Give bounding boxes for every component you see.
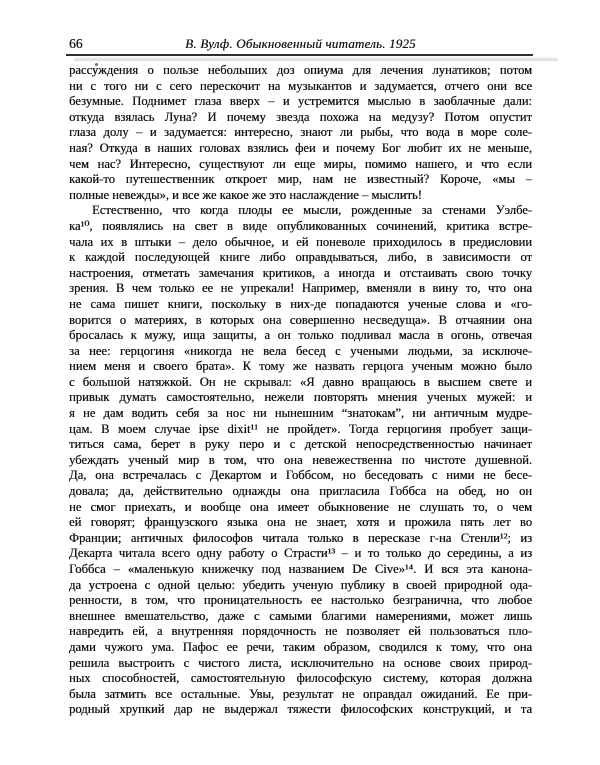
- text-line: нием меня и своего брата». К тому же назвать герцога ученым можно было: [69, 359, 532, 374]
- text-line: была затмить все остальные. Увы, результат не оправдал ожиданий. Ее при-: [69, 686, 532, 701]
- text-line: чала их в штыки – дело обычное, и ей поневоле приходилось в предисловии: [69, 234, 532, 249]
- text-line: зрения. В чем только ее не упрекали! Например, вменяли в вину то, что она: [69, 281, 532, 296]
- text-line: довала; да, действительно однажды она пригласила Гоббса на обед, но он: [69, 484, 532, 499]
- text-line: рассуждения о пользе небольших доз опиума для лечения лунатиков; потом: [69, 63, 532, 77]
- text-line: глаза долу – и задумается: интересно, знают ли рыбы, что вода в море соле-: [69, 125, 532, 140]
- text-line: ей говорят; французского языка она не знает, хотя и прожила пять лет во: [69, 515, 532, 530]
- text-line: не сама пишет книги, поскольку в них-де попадаются ученые слова и «го-: [69, 296, 532, 311]
- header-rule-scan-ghost: [74, 58, 558, 61]
- text-line: да устроена с одной целью: убедить ученую публику в своей природной ода-: [69, 577, 532, 592]
- text-line: чем нас? Интересно, существуют ли еще миры, помимо нашего, и что если: [69, 156, 532, 171]
- text-line: убеждать ученый мир в том, что она невежественна по чистоте душевной.: [69, 452, 532, 467]
- text-line: навредить ей, а внутренняя порядочность не позволяет ей пользоваться пло-: [69, 624, 532, 639]
- text-line: безумные. Поднимет глаза вверх – и устремится мыслью в заоблачные дали:: [69, 94, 532, 109]
- text-line: полные невежды», и все же какое же это наслаждение – мыслить!: [69, 187, 422, 202]
- text-line: Да, она встречалась с Декартом и Гоббсом, но беседовать с ними не бесе-: [69, 468, 532, 483]
- header-rule: [66, 54, 533, 56]
- text-line: Естественно, что когда плоды ее мысли, рожденные за стенами Уэлбе-: [92, 203, 532, 218]
- text-line: Франции; античных философов читала только в пересказе г-на Стенли¹²; из: [69, 530, 532, 545]
- text-line: ни с того ни с сего перескочит на музыкантов и задумается, отчего они все: [69, 78, 532, 93]
- text-line: я не дам водить себя за нос ни нынешним “знатокам”, ни античным мудре-: [69, 406, 532, 421]
- text-line: дами чужого ума. Пафос ее речи, таким образом, сводился к тому, что она: [69, 639, 532, 654]
- text-line: внешнее вмешательство, даже с самыми благими намерениями, может лишь: [69, 608, 532, 623]
- text-line: привык думать самостоятельно, нежели повторять мнения ученых мужей: и: [69, 390, 532, 405]
- page-number: 66: [69, 36, 83, 51]
- text-line: не смог приехать, и вообще она имеет обыкновение не слушать то, о чем: [69, 499, 532, 514]
- text-line: ворится о материях, в которых она совершенно несведуща». В отчаянии она: [69, 312, 532, 327]
- text-line: цам. В моем случае ipse dixit¹¹ не пройдет». Тогда герцогиня пробует защи-: [69, 421, 532, 436]
- text-line: за нее: герцогиня «никогда не вела бесед с учеными людьми, за исключе-: [69, 343, 532, 358]
- body-text: [69, 63, 532, 718]
- text-line: Декарта читала всего одну работу о Страсти¹³ – и то только до середины, а из: [69, 546, 532, 561]
- text-line: какой-то путешественник откроет мир, нам не известный? Короче, «мы –: [69, 172, 532, 187]
- text-line: ных способностей, самостоятельную философскую систему, которая должна: [69, 671, 532, 686]
- text-line: настроения, отметать замечания критиков, а иногда и отстаивать свою точку: [69, 265, 532, 280]
- text-line: к каждой последующей книге либо оправдываться, либо, в зависимости от: [69, 250, 532, 265]
- text-line: ка¹⁰, появлялись на свет в виде опубликованных сочинений, критика встре-: [69, 218, 532, 233]
- text-line: ренности, в том, что проницательность ее настолько безгранична, что любое: [69, 593, 532, 608]
- text-line: откуда взялась Луна? И почему звезда похожа на медузу? Потом опустит: [69, 109, 532, 124]
- text-line: бросалась к мужу, ища защиты, а он только подливал масла в огонь, отвечая: [69, 328, 532, 343]
- text-line: Гоббса – «маленькую книжечку под названием De Cive»¹⁴. И вся эта канона-: [69, 562, 532, 576]
- text-line: решила выстроить с чистого листа, исключительно на основе своих природ-: [69, 655, 532, 670]
- text-line: с большой натяжкой. Он не скрывал: «Я давно вращаюсь в высшем свете и: [69, 374, 532, 389]
- running-header: В. Вулф. Обыкновенный читатель. 1925: [185, 36, 416, 51]
- text-line: титься сама, берет в руку перо и с детской непосредственностью начинает: [69, 437, 532, 452]
- text-line: родный хрупкий дар не выдержал тяжести философских конструкций, и та: [69, 702, 532, 717]
- text-line: ная? Откуда в наших головах взялись феи и почему Бог любит их не меньше,: [69, 140, 532, 155]
